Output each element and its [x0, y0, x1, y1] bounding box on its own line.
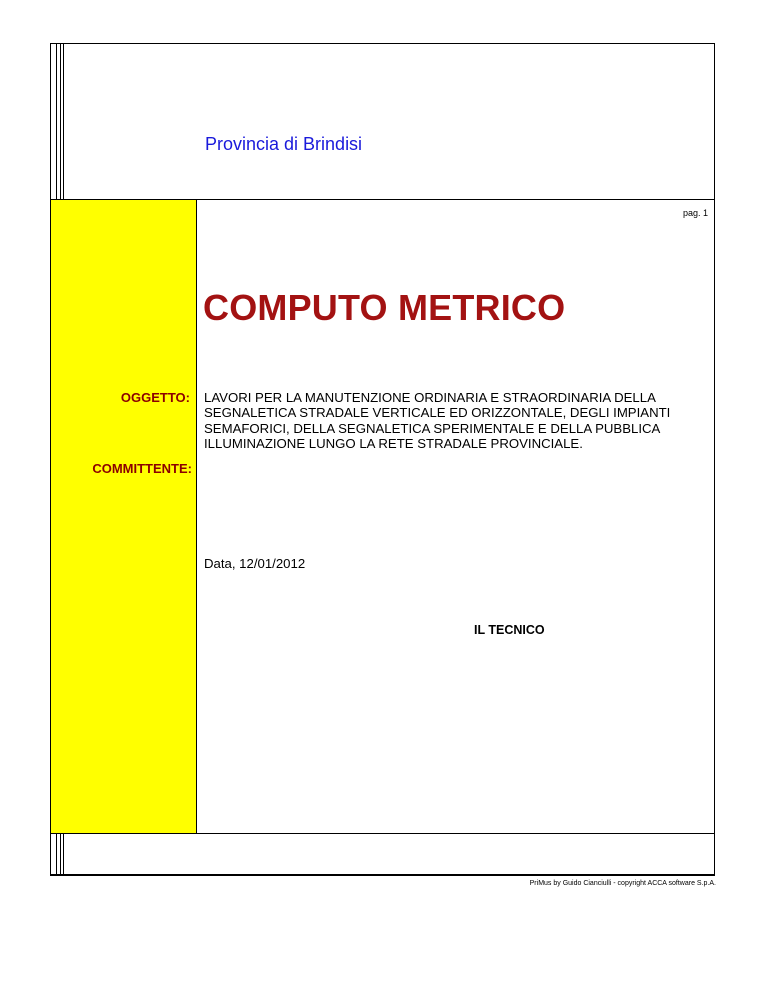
committente-label: COMMITTENTE:	[92, 461, 192, 476]
oggetto-label: OGGETTO:	[120, 390, 190, 405]
footer-divider	[51, 833, 715, 834]
document-date: Data, 12/01/2012	[204, 556, 306, 571]
signature-label: IL TECNICO	[474, 623, 545, 637]
copyright-footer: PriMus by Guido Cianciulli - copyright ACCA software S.p.A.	[529, 880, 716, 887]
institution-name: Provincia di Brindisi	[205, 134, 363, 154]
page-number: pag. 1	[682, 208, 708, 218]
header-divider	[51, 199, 715, 200]
frame-bottom-border	[50, 874, 715, 876]
subject-text: LAVORI PER LA MANUTENZIONE ORDINARIA E STRAORDINARIA DELLA SEGNALETICA STRADALE VERTICALE ED ORIZZONTALE, DEGLI IMPIANTI SEMAFORICI, DELLA SEGNALETICA SPERIMENTALE E DELLA PUBBLICA ILLUMINAZIONE LUNGO LA RETE STRADALE PROVINCIALE.	[204, 390, 671, 451]
sidebar-highlight	[51, 199, 197, 834]
document-title: COMPUTO METRICO	[203, 287, 566, 328]
